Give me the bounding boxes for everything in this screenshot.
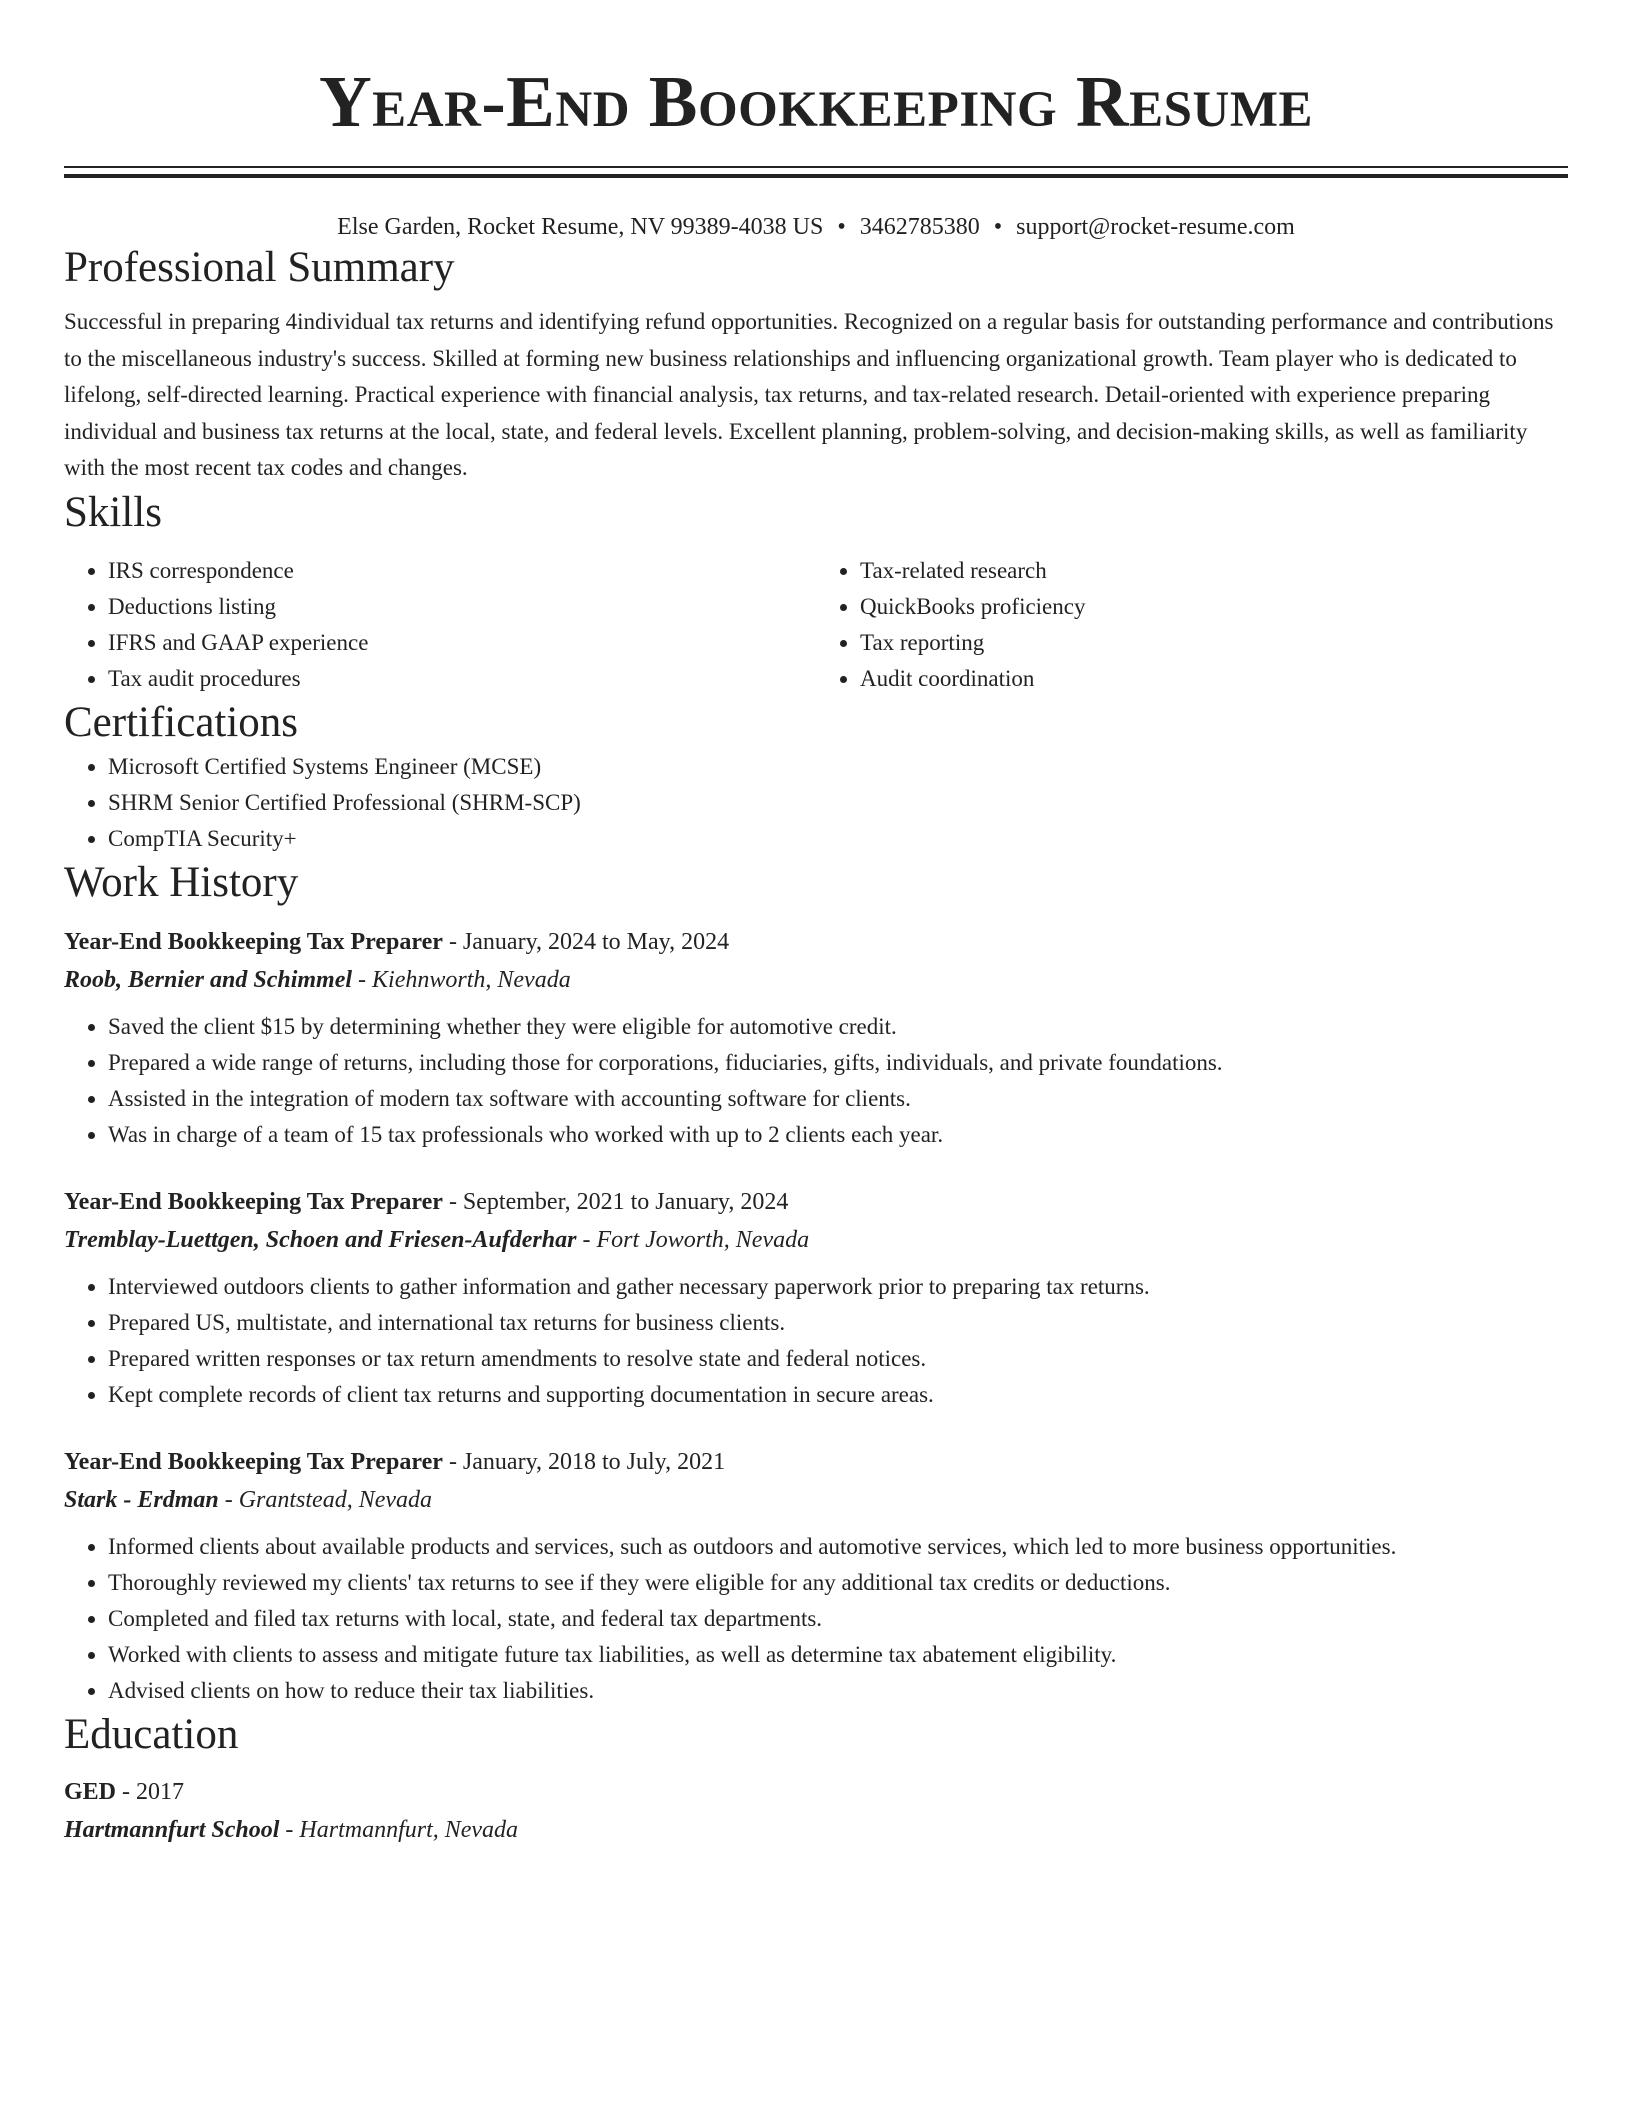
skills-list-right bbox=[816, 553, 1568, 697]
company-line bbox=[64, 1221, 1568, 1259]
company-location: - Grantstead, Nevada bbox=[218, 1486, 433, 1513]
job-bullet: • Prepared US, multistate, and international tax returns for business clients. bbox=[108, 1305, 1568, 1341]
job-bullet: • Prepared written responses or tax return amendments to resolve state and federal notices. bbox=[108, 1341, 1568, 1377]
job-dates: - January, 2018 to July, 2021 bbox=[442, 1448, 726, 1475]
school-location: - Hartmannfurt, Nevada bbox=[279, 1816, 519, 1843]
job-entry bbox=[64, 923, 1568, 1153]
company-location: - Fort Joworth, Nevada bbox=[576, 1226, 810, 1253]
job-bullets bbox=[64, 1009, 1568, 1153]
job-bullet: • Was in charge of a team of 15 tax professionals who worked with up to 2 clients each year. bbox=[108, 1117, 1568, 1153]
contact-separator: • bbox=[837, 214, 846, 240]
skill-item: • Tax audit procedures bbox=[108, 661, 816, 697]
skills-heading: Skills bbox=[64, 488, 162, 536]
certification-item: • SHRM Senior Certified Professional (SHRM-SCP) bbox=[108, 785, 1568, 821]
contact-separator: • bbox=[993, 214, 1003, 240]
title-divider bbox=[64, 166, 1568, 178]
certifications-heading: Certifications bbox=[64, 698, 299, 746]
skill-item: • IRS correspondence bbox=[108, 553, 816, 589]
job-bullet: • Interviewed outdoors clients to gather information and gather necessary paperwork prior to preparing tax returns. bbox=[108, 1269, 1568, 1305]
divider-thin bbox=[64, 166, 1568, 168]
job-bullet: • Informed clients about available products and services, such as outdoors and automotive services, which led to more business opportunities. bbox=[108, 1529, 1568, 1565]
job-title-line bbox=[64, 923, 1568, 961]
summary-text: Successful in preparing 4individual tax returns and identifying refund opportunities. Recognized on a regular basis for outstanding performance and contributions to the miscellaneous industry's success. Skilled at forming new business relationships and influencing organizational growth. Team player who is dedicated to lifelong, self-directed learning. Practical experience with financial analysis, tax returns, and tax-related research. Detail-oriented with experience preparing individual and business tax returns at the local, state, and federal levels. Excellent planning, problem-solving, and decision-making skills, as well as familiarity with the most recent tax codes and changes. bbox=[64, 309, 1554, 480]
company-line bbox=[64, 961, 1568, 999]
skill-item: • Tax-related research bbox=[860, 553, 1568, 589]
skill-item: • Audit coordination bbox=[860, 661, 1568, 697]
school-line bbox=[64, 1811, 1568, 1849]
education-heading: Education bbox=[64, 1710, 239, 1758]
resume-title: Year-End Bookkeeping Resume bbox=[318, 61, 1314, 142]
job-bullet: • Saved the client $15 by determining whether they were eligible for automotive credit. bbox=[108, 1009, 1568, 1045]
degree-line bbox=[64, 1773, 1568, 1811]
contact-address: Else Garden, Rocket Resume, NV 99389-4038 US bbox=[337, 214, 824, 240]
job-bullets bbox=[64, 1269, 1568, 1413]
job-bullet: • Thoroughly reviewed my clients' tax returns to see if they were eligible for any additional tax credits or deductions. bbox=[108, 1565, 1568, 1601]
job-title-line bbox=[64, 1443, 1568, 1481]
job-entry bbox=[64, 1183, 1568, 1413]
job-title: Year-End Bookkeeping Tax Preparer bbox=[64, 1188, 443, 1215]
degree: GED bbox=[64, 1778, 117, 1805]
company-name: Stark - Erdman bbox=[64, 1486, 219, 1513]
skill-item: • QuickBooks proficiency bbox=[860, 589, 1568, 625]
certifications-list bbox=[64, 749, 1568, 857]
company-name: Roob, Bernier and Schimmel bbox=[64, 966, 353, 993]
skill-item: • IFRS and GAAP experience bbox=[108, 625, 816, 661]
company-line bbox=[64, 1481, 1568, 1519]
job-bullets bbox=[64, 1529, 1568, 1709]
job-dates: - September, 2021 to January, 2024 bbox=[442, 1188, 789, 1215]
job-dates: - January, 2024 to May, 2024 bbox=[442, 928, 730, 955]
job-title: Year-End Bookkeeping Tax Preparer bbox=[64, 1448, 443, 1475]
divider-thick bbox=[64, 174, 1568, 178]
company-name: Tremblay-Luettgen, Schoen and Friesen-Aufderhar bbox=[64, 1226, 577, 1253]
skill-item: • Deductions listing bbox=[108, 589, 816, 625]
skill-item: • Tax reporting bbox=[860, 625, 1568, 661]
job-title-line bbox=[64, 1183, 1568, 1221]
contact-line bbox=[64, 212, 1568, 242]
contact-phone: 3462785380 bbox=[859, 214, 980, 240]
job-bullet: • Assisted in the integration of modern tax software with accounting software for clients. bbox=[108, 1081, 1568, 1117]
certification-item: • CompTIA Security+ bbox=[108, 821, 1568, 857]
summary-heading: Professional Summary bbox=[64, 244, 455, 291]
education-entry bbox=[64, 1773, 1568, 1849]
graduation-year: - 2017 bbox=[116, 1778, 185, 1805]
skills-list-left bbox=[64, 553, 816, 697]
job-bullet: • Completed and filed tax returns with local, state, and federal tax departments. bbox=[108, 1601, 1568, 1637]
company-location: - Kiehnworth, Nevada bbox=[352, 966, 571, 993]
job-bullet: • Worked with clients to assess and mitigate future tax liabilities, as well as determine tax abatement eligibility. bbox=[108, 1637, 1568, 1673]
job-title: Year-End Bookkeeping Tax Preparer bbox=[64, 928, 443, 955]
work-history-heading: Work History bbox=[64, 858, 299, 906]
job-bullet: • Prepared a wide range of returns, including those for corporations, fiduciaries, gifts, individuals, and private foundations. bbox=[108, 1045, 1568, 1081]
school-name: Hartmannfurt School bbox=[64, 1816, 280, 1843]
contact-email: support@rocket-resume.com bbox=[1016, 214, 1295, 240]
job-bullet: • Kept complete records of client tax returns and supporting documentation in secure areas. bbox=[108, 1377, 1568, 1413]
skills-columns bbox=[64, 553, 1568, 697]
job-bullet: • Advised clients on how to reduce their tax liabilities. bbox=[108, 1673, 1568, 1709]
certification-item: • Microsoft Certified Systems Engineer (MCSE) bbox=[108, 749, 1568, 785]
job-entry bbox=[64, 1443, 1568, 1709]
